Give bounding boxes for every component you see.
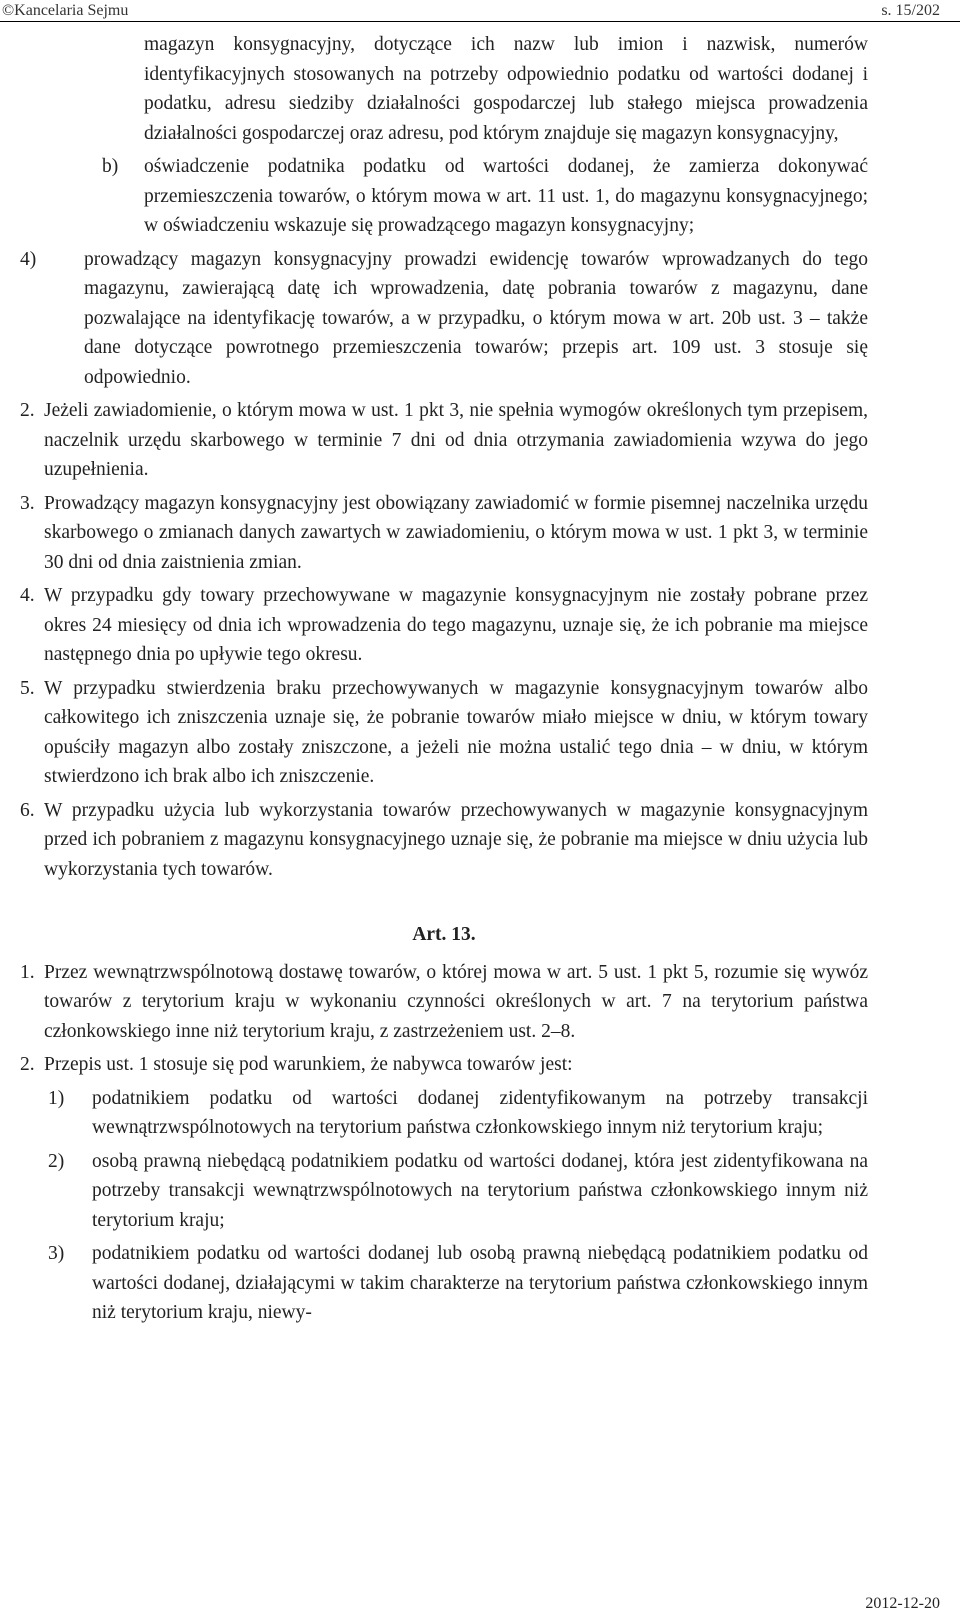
- document-date: 2012-12-20: [865, 1595, 940, 1612]
- section-text: Prowadzący magazyn konsygnacyjny jest obowiązany zawiadomić w formie pisemnej naczelnika urzędu skarbowego o zmianach danych zawartych w zawiadomieniu, o którym mowa w ust. 1 pkt 3, w terminie 30 dni od dnia zaistnienia zmian.: [44, 492, 868, 573]
- item-text: podatnikiem podatku od wartości dodanej lub osobą prawną niebędącą podatnikiem podatku od wartości dodanej, działającymi w takim charakterze na terytorium państwa członkowskiego innym niż terytorium kraju, niewy-: [92, 1243, 868, 1323]
- item-text: osobą prawną niebędącą podatnikiem podatku od wartości dodanej, która jest zidentyfikowana na potrzeby transakcji wewnątrzwspólnotowych na terytorium państwa członkowskiego innym niż terytorium kraju;: [92, 1150, 868, 1231]
- section-label: 4.: [20, 585, 35, 606]
- publisher-label: ©Kancelaria Sejmu: [2, 2, 129, 19]
- section-label: 2.: [20, 1054, 35, 1075]
- section-text: Przepis ust. 1 stosuje się pod warunkiem, że nabywca towarów jest:: [44, 1054, 573, 1075]
- item-text: oświadczenie podatnika podatku od wartości dodanej, że zamierza dokonywać przemieszczenia towarów, o którym mowa w art. 11 ust. 1, do magazynu konsygnacyjnego; w oświadczeniu wskazuje się prowadzącego magazyn konsygnacyjny;: [144, 156, 868, 236]
- art13-section-2: [20, 1050, 868, 1080]
- section-label: 5.: [20, 677, 35, 699]
- art13-section-1: [20, 958, 868, 1047]
- page-number: s. 15/202: [881, 2, 940, 19]
- section-text: Jeżeli zawiadomienie, o którym mowa w ust. 1 pkt 3, nie spełnia wymogów określonych tym przepisem, naczelnik urzędu skarbowego w terminie 7 dni od dnia otrzymania zawiadomienia wzywa do jego uzupełnienia.: [44, 400, 868, 480]
- section-label: 2.: [20, 400, 35, 421]
- header-rule: [0, 21, 960, 22]
- art13-point-1: [20, 1084, 868, 1143]
- item-label: 1): [48, 1087, 65, 1109]
- item-label: 2): [48, 1150, 65, 1172]
- section-5: [20, 674, 868, 792]
- section-2: [20, 396, 868, 485]
- item-label: 4): [20, 248, 37, 270]
- section-4: [20, 581, 868, 670]
- letter-item-b: [20, 152, 868, 241]
- art13-point-2: [20, 1147, 868, 1236]
- art13-point-3: [20, 1239, 868, 1328]
- item-label: b): [102, 156, 119, 177]
- section-text: W przypadku stwierdzenia braku przechowywanych w magazynie konsygnacyjnym towarów albo całkowitego ich zniszczenia uznaje się, że pobranie towarów miało miejsce w dniu, w którym towary opuściły magazyn albo zostały zniszczone, a jeżeli nie można ustalić tego dnia – w dniu, w którym stwierdzono ich brak albo ich zniszczenie.: [44, 677, 868, 787]
- section-text: Przez wewnątrzwspólnotową dostawę towarów, o której mowa w art. 5 ust. 1 pkt 5, rozumie się wywóz towarów z terytorium kraju w wykonaniu czynności określonych w art. 7 na terytorium państwa członkowskiego inne niż terytorium kraju, z zastrzeżeniem ust. 2–8.: [44, 961, 868, 1042]
- section-6: [20, 796, 868, 885]
- section-label: 6.: [20, 799, 35, 821]
- section-label: 3.: [20, 492, 35, 514]
- point-item-4: [20, 245, 868, 393]
- item-text: prowadzący magazyn konsygnacyjny prowadzi ewidencję towarów wprowadzanych do tego magazynu, zawierającą datę ich wprowadzenia, datę pobrania towarów z magazynu, dane pozwalające na identyfikację towarów, a w przypadku, o którym mowa w art. 20b ust. 3 – także dane dotyczące powrotnego przemieszczenia towarów; przepis art. 109 ust. 3 stosuje się odpowiednio.: [84, 248, 868, 388]
- paragraph-text: magazyn konsygnacyjny, dotyczące ich nazw lub imion i nazwisk, numerów identyfikacyjnych stosowanych na potrzeby odpowiednio podatku od wartości dodanej i podatku, adresu siedziby działalności gospodarczej lub stałego miejsca prowadzenia działalności gospodarczej oraz adresu, pod którym znajduje się magazyn konsygnacyjny,: [144, 34, 868, 144]
- article-heading: Art. 13.: [412, 924, 476, 945]
- page-header: [0, 0, 960, 22]
- section-label: 1.: [20, 961, 35, 983]
- document-body: [20, 30, 868, 1332]
- item-text: podatnikiem podatku od wartości dodanej zidentyfikowanym na potrzeby transakcji wewnątrzwspólnotowych na terytorium państwa członkowskiego innym niż terytorium kraju;: [92, 1087, 868, 1138]
- paragraph-continuation: [20, 30, 868, 148]
- section-3: [20, 489, 868, 578]
- section-text: W przypadku użycia lub wykorzystania towarów przechowywanych w magazynie konsygnacyjnym przed ich pobraniem z magazynu konsygnacyjnego uznaje się, że pobranie ma miejsce w dniu użycia lub wykorzystania tych towarów.: [44, 799, 868, 880]
- item-label: 3): [48, 1243, 65, 1264]
- section-text: W przypadku gdy towary przechowywane w magazynie konsygnacyjnym nie zostały pobrane przez okres 24 miesięcy od dnia ich wprowadzenia do tego magazynu, uznaje się, że ich pobranie ma miejsce następnego dnia po upływie tego okresu.: [44, 585, 868, 665]
